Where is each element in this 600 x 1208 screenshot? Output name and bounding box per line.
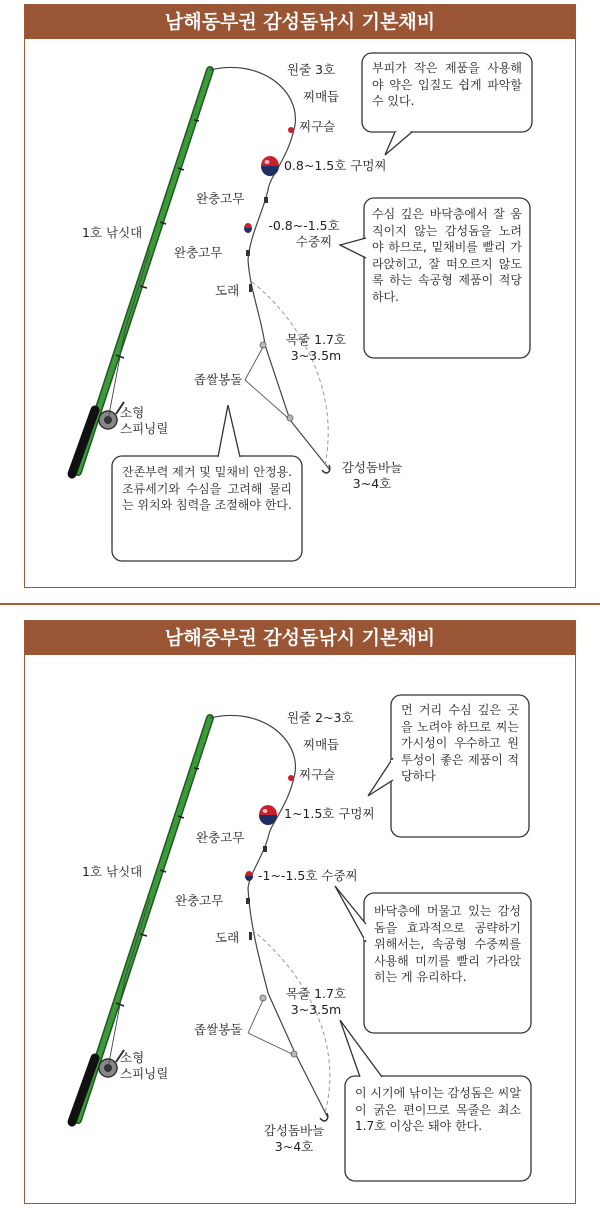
bottom-rod-label: 1호 낚싯대 [82, 864, 143, 879]
bottom-title: 남해중부권 감성돔낚시 기본채비 [25, 621, 575, 655]
bottom-leader-length: 3~3.5m [290, 1002, 342, 1017]
top-cushion1-label: 완충고무 [196, 191, 245, 206]
bottom-cushion-icon [246, 898, 250, 904]
top-bead-icon [288, 127, 294, 133]
top-split-shot-label: 좁쌀봉돌 [194, 372, 243, 387]
top-bead-label: 찌구슬 [299, 119, 336, 134]
bottom-float-stop-label: 찌매듭 [303, 737, 340, 752]
bottom-swivel-label: 도래 [215, 930, 240, 945]
bottom-leader-dashed [252, 930, 330, 1113]
top-float-note: 부피가 작은 제품을 사용해야 약은 입질도 쉽게 파악할 수 있다. [372, 61, 522, 108]
top-rod-label: 1호 낚싯대 [82, 225, 143, 240]
top-leader-dashed [252, 282, 328, 465]
top-float-stop-label: 찌매듭 [303, 89, 340, 104]
bottom-bead-label: 찌구슬 [299, 767, 336, 782]
top-shot-note: 잔존부력 제거 및 밑채비 안정용. 조류세기와 수심을 고려해 물리는 위치와 침력을 조절해야 한다. [122, 465, 292, 512]
bottom-sinker-note: 바닥층에 머물고 있는 감성돔을 효과적으로 공략하기 위해서는, 속공형 수중찌를 사용해 미끼를 빨리 가라앉히는 게 유리하다. [374, 904, 521, 984]
bottom-sinking-float-icon [245, 871, 253, 881]
bottom-cushion1-label: 완충고무 [196, 830, 245, 845]
bottom-leader-size: 목줄 1.7호 [285, 986, 347, 1001]
bottom-float-note: 먼 거리 수심 깊은 곳을 노려야 하므로 찌는 가시성이 우수하고 원투성이 좋은 제품이 적당하다 [401, 703, 519, 783]
top-hook-size: 3~4호 [352, 476, 392, 491]
top-reel-size: 소형 [120, 405, 145, 420]
top-sinking-float-icon [244, 223, 252, 233]
bottom-reel-label [120, 1050, 168, 1082]
bottom-reel-type: 스피닝릴 [120, 1066, 169, 1081]
top-sink-float-label [258, 218, 350, 250]
top-float-label: 0.8~1.5호 구멍찌 [284, 158, 387, 173]
top-swivel-icon [249, 284, 252, 292]
top-float-icon [261, 156, 279, 176]
bottom-reel-size: 소형 [120, 1050, 145, 1065]
top-cushion2-label: 완충고무 [174, 245, 223, 260]
bottom-split-shot-label: 좁쌀봉돌 [194, 1022, 243, 1037]
bottom-float-label: 1~1.5호 구멍찌 [284, 806, 375, 821]
bottom-leader-label [276, 986, 356, 1018]
top-hook-label [330, 460, 414, 492]
top-sink-float-name: 수중찌 [295, 234, 333, 249]
top-leader-length: 3~3.5m [290, 348, 342, 363]
bottom-hook-size: 3~4호 [274, 1139, 314, 1154]
bottom-hook-name: 감성돔바늘 [263, 1123, 325, 1138]
top-leader-size: 목줄 1.7호 [285, 332, 347, 347]
top-reel-label [120, 405, 168, 437]
bottom-cushion-icon [263, 846, 267, 852]
top-cushion-icon [246, 250, 250, 256]
top-swivel-label: 도래 [215, 283, 240, 298]
bottom-hook-label [252, 1123, 336, 1155]
bottom-cushion2-label: 완충고무 [175, 893, 224, 908]
bottom-swivel-icon [249, 932, 252, 940]
top-reel-type: 스피닝릴 [120, 421, 169, 436]
bottom-leader-note: 이 시기에 낚이는 감성돔은 씨알이 굵은 편이므로 목줄은 최소 1.7호 이상은 돼야 한다. [355, 1086, 521, 1133]
bottom-float-icon [259, 805, 277, 825]
bottom-main-line-label: 원줄 2~3호 [287, 710, 354, 725]
top-leader-label [276, 332, 356, 364]
top-sinker-note: 수심 깊은 바닥층에서 잘 움직이지 않는 감성돔을 노려야 하므로, 밑채비를 빨리 가라앉히고, 잘 떠오르지 않도록 하는 속공형 제품이 적당하다. [372, 207, 522, 304]
top-sink-float-size: -0.8~-1.5호 [268, 218, 340, 233]
bottom-sink-float-label: -1~-1.5호 수중찌 [258, 868, 358, 883]
section-divider [0, 603, 600, 605]
top-cushion-icon [264, 197, 268, 203]
bottom-bead-icon [288, 775, 294, 781]
top-hook-name: 감성돔바늘 [341, 460, 403, 475]
top-title: 남해동부권 감성돔낚시 기본채비 [25, 5, 575, 39]
top-main-line-label: 원줄 3호 [287, 62, 336, 77]
